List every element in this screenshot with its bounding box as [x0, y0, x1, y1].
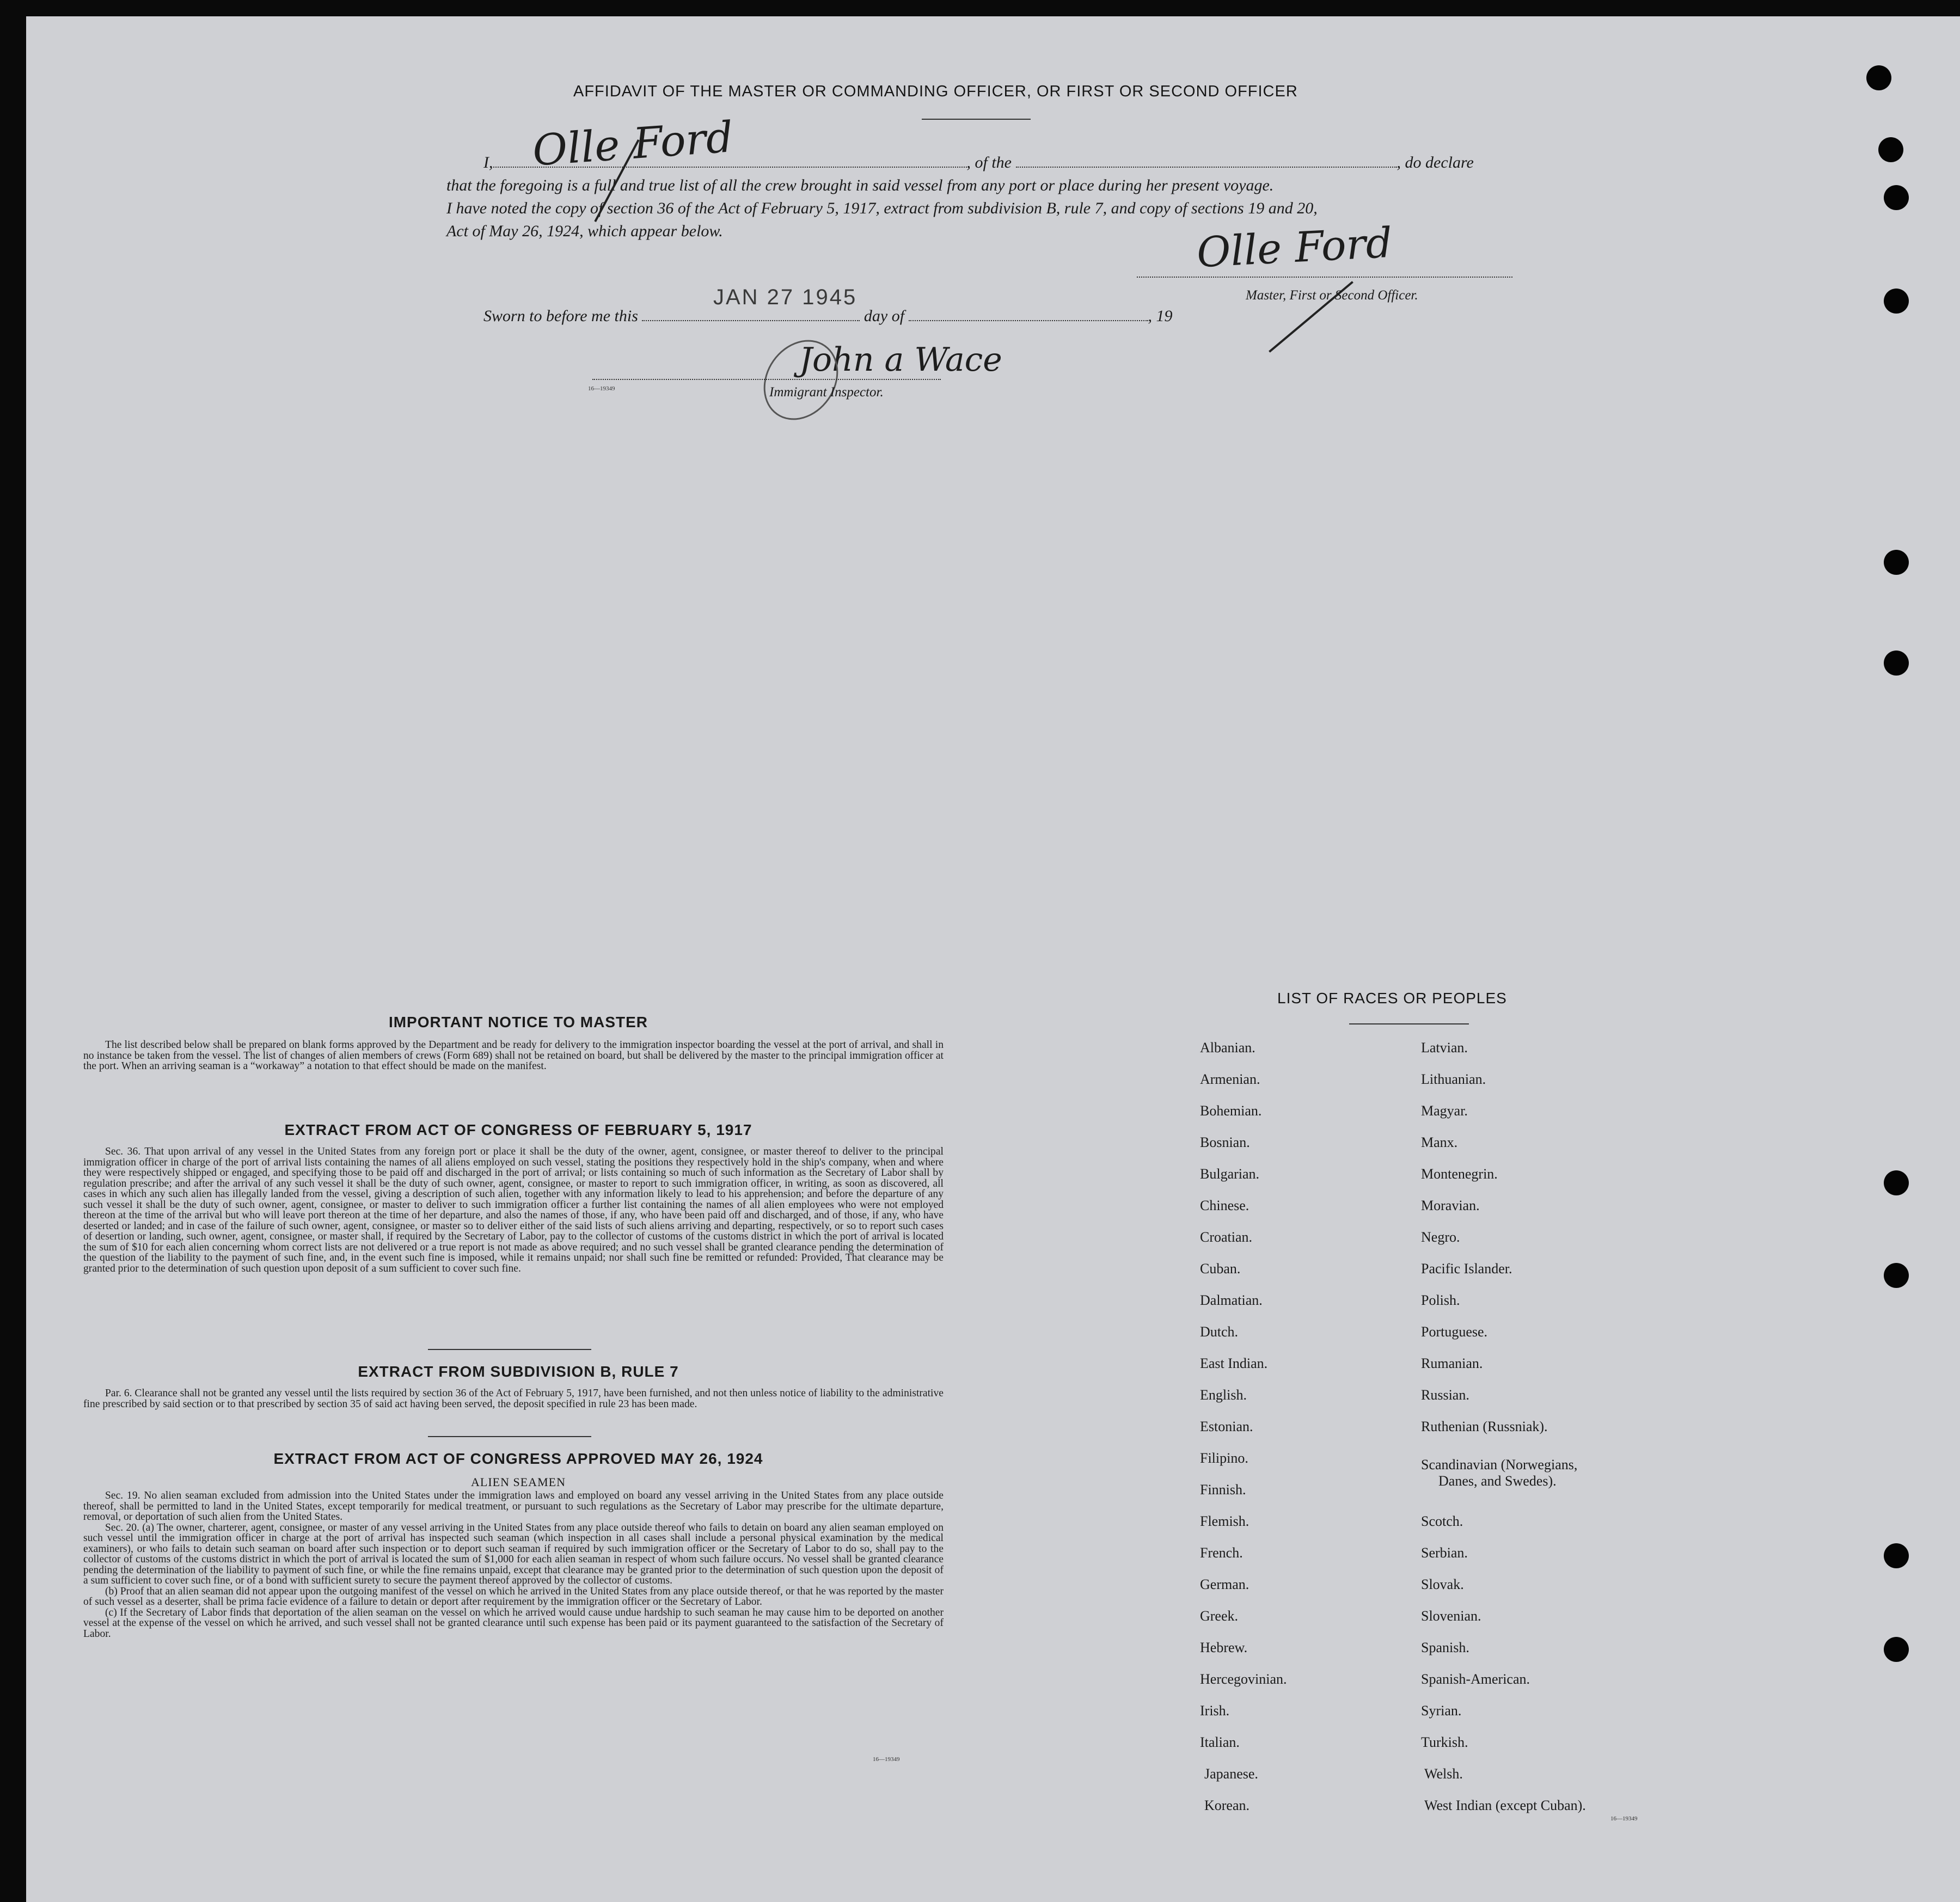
race-item: Danes, and Swedes). [1438, 1473, 1557, 1489]
race-item: Armenian. [1200, 1071, 1260, 1087]
punch-hole [1884, 185, 1909, 210]
punch-hole [1884, 1637, 1909, 1662]
punch-hole [1884, 1170, 1909, 1195]
affidavit-i-label: I, [483, 154, 493, 171]
punch-hole [1866, 65, 1891, 90]
inspector-signature-line[interactable] [592, 379, 941, 380]
manifest-page [26, 16, 1960, 1902]
extract-1917-text: Sec. 36. That upon arrival of any vessel in the United States from any foreign port or place it shall be the duty of the owner, agent, consignee, or master thereof to deliver to the principal immigration officer in charge of the port of arrival lists containing the names of all aliens employed on such vessel, stating the positions they respectively hold in the ship's company, when and where they were respectively shipped or engaged, and specifying those to be paid off and discharged in the port of arrival; or lists containing so much of such information as the Secretary of Labor shall by regulation prescribe; and after the arrival of any such vessel it shall be the duty of such owner, agent, consignee, or master to report to such immigration officer, in writing, as soon as discovered, all cases in which any such alien has illegally landed from the vessel, giving a description of such alien, together with any information likely to lead to his apprehension; and before the departure of any such vessel it shall be the duty of such owner, agent, consignee, or master to deliver to such immigration officer a further list containing the names of all alien employees who were not employed thereon at the time of the arrival but who will leave port thereon at the time of her departure, and also the names of those, if any, who have been paid off and discharged, and of those, if any, who have deserted or landed; and in case of the failure of such owner, agent, consignee, or master so to deliver either of the said lists of such aliens arriving and departing, respectively, or so to report such cases of desertion or landing, such owner, agent, consignee, or master shall, if required by the Secretary of Labor, pay to the collector of customs of the customs district in which the port of arrival is located the sum of $10 for each alien concerning whom correct lists are not delivered or a true report is not made as above required; and no such vessel shall be granted clearance pending the determination of the question of the liability to the payment of such fine, and, in the event such fine is imposed, while it remains unpaid; nor shall such fine be remitted or refunded: Provided, That clearance may be granted prior to the determination of such question upon deposit of a sum sufficient to cover such fine. [83, 1146, 944, 1274]
year-prefix: , 19 [1148, 307, 1173, 325]
affidavit-line-3: I have noted the copy of section 36 of the Act of February 5, 1917, extract from subdivision B, rule 7, and copy of sections 19 and 20, [446, 199, 1318, 217]
sec-19-text: Sec. 19. No alien seaman excluded from admission into the United States under the immigration laws and employed on board any vessel arriving in the United States from any place outside thereof, shall be permitted to land in the United States, except temporarily for medical treatment, or pursuant to such regulations as the Secretary of Labor may prescribe for the ultimate departure, removal, or deportation of such alien from the United States. [83, 1490, 944, 1523]
affidavit-title: AFFIDAVIT OF THE MASTER OR COMMANDING OFFICER, OR FIRST OR SECOND OFFICER [573, 83, 1298, 100]
race-item: Polish. [1421, 1292, 1460, 1308]
punch-hole [1884, 550, 1909, 575]
inspector-label: Immigrant Inspector. [769, 385, 884, 400]
race-item: Rumanian. [1421, 1355, 1483, 1371]
race-item: Flemish. [1200, 1513, 1250, 1529]
date-stamp: JAN 27 1945 [713, 285, 857, 309]
races-divider [1349, 1023, 1469, 1024]
race-item: Greek. [1200, 1608, 1239, 1624]
race-item: Russian. [1421, 1387, 1469, 1403]
title-divider [922, 119, 1031, 120]
race-item: West Indian (except Cuban). [1424, 1797, 1586, 1813]
races-title: LIST OF RACES OR PEOPLES [1277, 990, 1507, 1007]
punch-hole [1884, 1543, 1909, 1568]
sworn-label: Sworn to before me this [483, 307, 638, 325]
race-item: Bosnian. [1200, 1134, 1250, 1150]
section-divider [428, 1436, 591, 1437]
master-label: Master, First or Second Officer. [1246, 288, 1418, 303]
affidavit-line-2: that the foregoing is a full and true list of all the crew brought in said vessel from any port or place during her present voyage. [446, 176, 1274, 194]
race-item: Italian. [1200, 1734, 1240, 1750]
race-item: Spanish-American. [1421, 1671, 1530, 1687]
race-item: Japanese. [1204, 1766, 1258, 1782]
race-item: Dutch. [1200, 1324, 1239, 1340]
extract-1924-title: EXTRACT FROM ACT OF CONGRESS APPROVED MAY 26, 1924 [273, 1450, 763, 1467]
race-item: Scandinavian (Norwegians, [1421, 1457, 1578, 1472]
vessel-name-field[interactable] [1016, 167, 1397, 168]
race-item: Negro. [1421, 1229, 1460, 1245]
punch-hole [1884, 651, 1909, 676]
form-number: 16—19349 [873, 1756, 900, 1763]
alien-seamen-subtitle: ALIEN SEAMEN [471, 1475, 566, 1489]
race-item: Portuguese. [1421, 1324, 1488, 1340]
extract-1924-text [83, 1490, 944, 1639]
race-item: Filipino. [1200, 1450, 1248, 1466]
race-item: Serbian. [1421, 1545, 1468, 1561]
race-item: Welsh. [1424, 1766, 1463, 1782]
race-item: Slovenian. [1421, 1608, 1481, 1624]
sec-20b-text: (b) Proof that an alien seaman did not appear upon the outgoing manifest of the vessel on which he arrived in the United States from any place outside thereof, or that he was reported by the master of such vessel as a deserter, shall be prima facie evidence of a failure to detain or deport after requirement by the immigration officer or the Secretary of Labor. [83, 1585, 944, 1608]
section-divider [428, 1349, 591, 1350]
race-item: French. [1200, 1545, 1243, 1561]
race-item: Korean. [1204, 1797, 1250, 1813]
race-item: Latvian. [1421, 1040, 1468, 1056]
race-item: Turkish. [1421, 1734, 1468, 1750]
race-item: Magyar. [1421, 1103, 1468, 1119]
form-number: 16—19349 [1610, 1815, 1638, 1822]
sworn-month-field[interactable] [909, 320, 1148, 321]
rule-7-title: EXTRACT FROM SUBDIVISION B, RULE 7 [358, 1363, 679, 1380]
race-item: Bohemian. [1200, 1103, 1262, 1119]
declare-label: , do declare [1396, 154, 1474, 171]
race-item: Spanish. [1421, 1640, 1469, 1655]
race-item: Chinese. [1200, 1198, 1250, 1213]
punch-hole [1884, 1263, 1909, 1288]
race-item: Pacific Islander. [1421, 1261, 1512, 1277]
sec-20a-text: Sec. 20. (a) The owner, charterer, agent, consignee, or master of any vessel arriving in the United States from any place outside thereof who fails to detain on board any alien seaman employed on such vessel until the immigration officer in charge at the port of arrival has inspected such seaman (which inspection in all cases shall include a personal physical examination by the medical examiners), or who fails to detain such seaman on board after such inspection or to deport such seaman if required by such immigration officer or the Secretary of Labor to do so, shall pay to the collector of customs of the customs district in which the port of arrival is located the sum of $1,000 for each alien seaman in respect of whom such failure occurs. No vessel shall be granted clearance pending the determination of the liability to payment of such fine, or while the fine remains unpaid, except that clearance may be granted prior to the determination of such question upon the deposit of a sum sufficient to cover such fine, or of a bond with sufficient surety to secure the payment thereof approved by the collector of customs. [83, 1521, 944, 1586]
race-item: Dalmatian. [1200, 1292, 1263, 1308]
master-signature-top: Olle Ford [531, 113, 735, 176]
race-item: Hebrew. [1200, 1640, 1248, 1655]
form-number: 16—19349 [588, 385, 615, 392]
inspector-signature: John a Wace [799, 341, 1002, 379]
race-item: Irish. [1200, 1703, 1230, 1719]
race-item: Manx. [1421, 1134, 1458, 1150]
sworn-day-field[interactable] [642, 320, 860, 321]
race-item: Finnish. [1200, 1482, 1246, 1498]
affidavit-line-4: Act of May 26, 1924, which appear below. [446, 222, 723, 240]
race-item: English. [1200, 1387, 1247, 1403]
race-item: Estonian. [1200, 1419, 1253, 1434]
notice-title: IMPORTANT NOTICE TO MASTER [388, 1014, 648, 1030]
race-item: Slovak. [1421, 1576, 1464, 1592]
notice-text: The list described below shall be prepared on blank forms approved by the Department and be ready for delivery to the immigration inspector boarding the vessel at the port of arrival, and shall in no instance be taken from the vessel. The list of changes of alien members of crews (Form 689) shall not be retained on board, but shall be delivered by the master to the principal immigration officer at the port. When an arriving seaman is a “workaway” a notation to that effect should be made on the manifest. [83, 1039, 944, 1072]
race-item: Cuban. [1200, 1261, 1241, 1277]
day-of-label: day of [863, 307, 905, 325]
extract-1917-title: EXTRACT FROM ACT OF CONGRESS OF FEBRUARY 5, 1917 [284, 1121, 752, 1138]
race-item: Croatian. [1200, 1229, 1253, 1245]
race-item: Scotch. [1421, 1513, 1463, 1529]
master-signature: Olle Ford [1195, 218, 1394, 277]
race-item: Ruthenian (Russniak). [1421, 1419, 1548, 1434]
race-item: Montenegrin. [1421, 1166, 1498, 1182]
race-item: Syrian. [1421, 1703, 1462, 1719]
master-signature-line[interactable] [1137, 277, 1512, 278]
race-item: Hercegovinian. [1200, 1671, 1287, 1687]
race-item: German. [1200, 1576, 1250, 1592]
race-item: Moravian. [1421, 1198, 1480, 1213]
punch-hole [1878, 137, 1903, 162]
race-item: East Indian. [1200, 1355, 1268, 1371]
of-the-label: , of the [966, 154, 1012, 171]
rule-7-text: Par. 6. Clearance shall not be granted any vessel until the lists required by section 36 of the Act of February 5, 1917, have been furnished, and not then unless notice of liability to the administrative fine prescribed by said section or to that prescribed by section 35 of said act having been served, the deposit specified in rule 23 has been made. [83, 1388, 944, 1410]
sec-20c-text: (c) If the Secretary of Labor finds that deportation of the alien seaman on the vessel on which he arrived would cause undue hardship to such seaman he may cause him to be deported on another vessel at the expense of the vessel on which he arrived, and such vessel shall not be granted clearance until such expense has been paid or its payment guaranteed to the satisfaction of the Secretary of Labor. [83, 1606, 944, 1640]
race-item: Bulgarian. [1200, 1166, 1260, 1182]
punch-hole [1884, 289, 1909, 314]
race-item: Albanian. [1200, 1040, 1255, 1056]
race-item: Lithuanian. [1421, 1071, 1486, 1087]
